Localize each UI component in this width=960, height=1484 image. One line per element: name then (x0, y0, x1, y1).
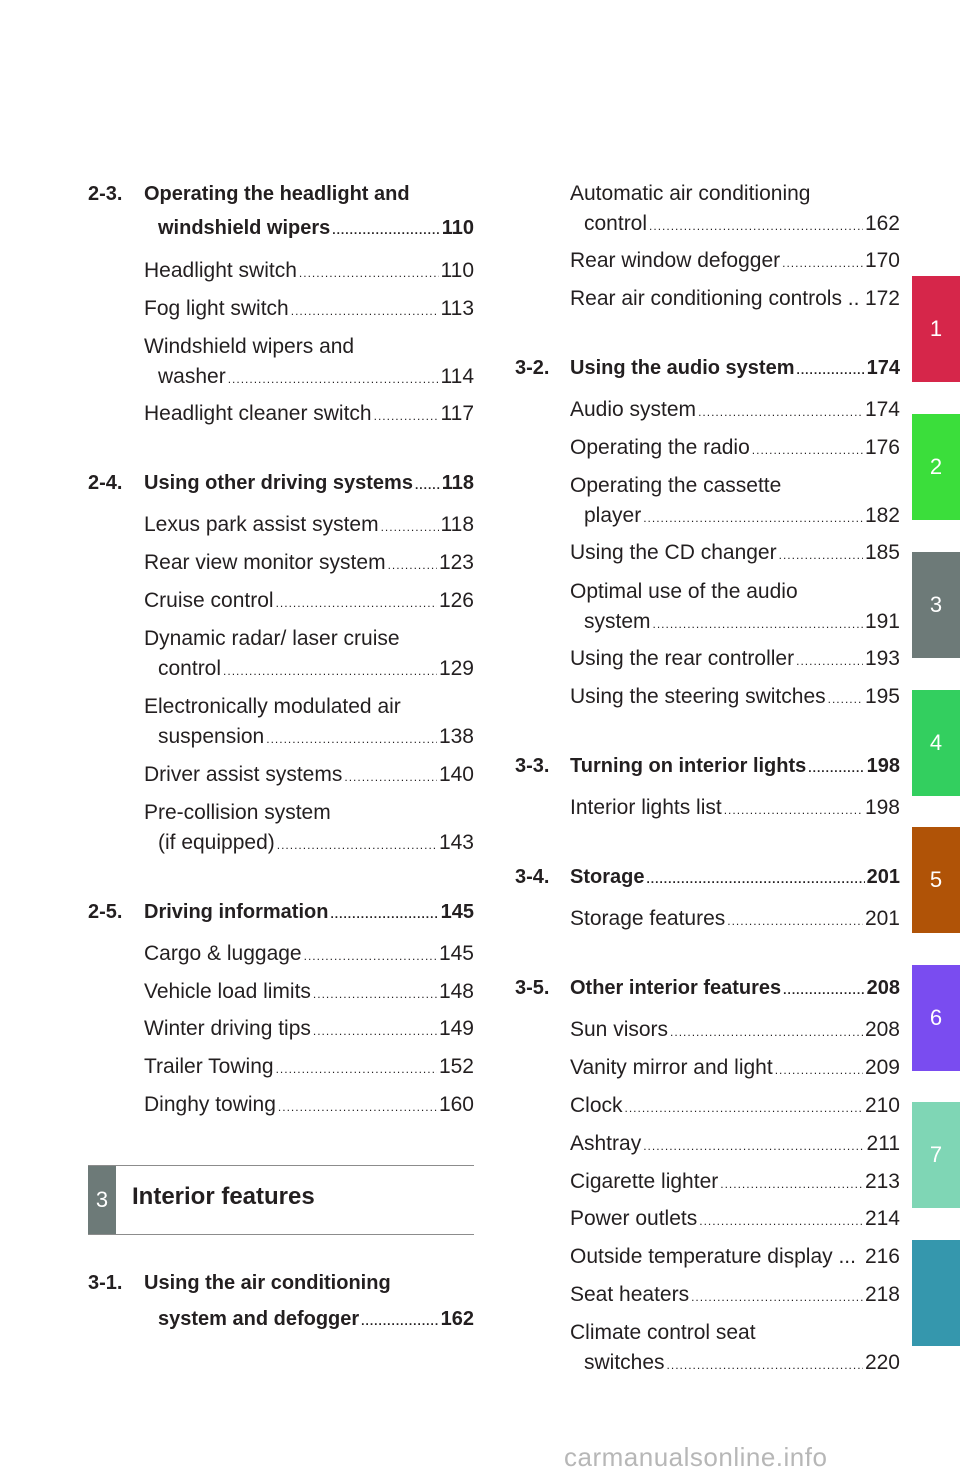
page-number: 174 (864, 398, 900, 421)
page-number: 143 (438, 831, 474, 854)
entry-label: player (584, 504, 642, 527)
tab-label: 1 (929, 316, 943, 341)
entry-label: Driver assist systems (144, 763, 343, 786)
section-number: 3-1. (88, 1272, 123, 1294)
leader-dots (304, 939, 437, 973)
page-number: 110 (440, 259, 474, 282)
page-number: 162 (440, 1308, 474, 1330)
leader-dots (278, 1090, 437, 1124)
leader-dots (670, 1015, 863, 1049)
entry-label: Cigarette lighter (570, 1170, 719, 1193)
entry-label: Sun visors (570, 1018, 669, 1041)
tab-label: 4 (929, 730, 943, 755)
page-number: 185 (864, 541, 900, 564)
leader-dots (796, 644, 863, 678)
section-title: Using the air conditioning (144, 1272, 391, 1294)
page-number: 176 (864, 436, 900, 459)
leader-dots (649, 209, 863, 243)
watermark: carmanualsonline.info (564, 1442, 828, 1472)
leader-dots (797, 353, 865, 387)
entry-label: Ashtray (570, 1132, 642, 1155)
chapter-number: 3 (88, 1166, 116, 1234)
section-number: 2-5. (88, 901, 123, 923)
entry-label: Interior lights list (570, 796, 722, 819)
page-number: 170 (864, 249, 900, 272)
entry-label: Clock (570, 1094, 623, 1117)
page-number: 172 (864, 287, 900, 310)
page-number: 195 (864, 685, 900, 708)
page-number: 114 (440, 365, 474, 388)
leader-dots (313, 977, 437, 1011)
entry-label: Rear view monitor system (144, 551, 386, 574)
entry-label: Operating the radio (570, 436, 750, 459)
leader-dots (361, 1304, 438, 1338)
chapter-tab-index[interactable] (912, 1240, 960, 1346)
entry-label: switches (584, 1351, 665, 1374)
entry-label: washer (158, 365, 226, 388)
entry-label: Climate control seat (570, 1321, 756, 1344)
chapter-tab-7[interactable] (912, 1102, 960, 1208)
leader-dots (724, 793, 863, 827)
leader-dots (752, 433, 863, 467)
page-number: 174 (866, 357, 900, 379)
page-number: 162 (864, 212, 900, 235)
leader-dots (313, 1014, 437, 1048)
entry-label: Windshield wipers and (144, 335, 355, 358)
entry-label: Using the rear controller (570, 647, 795, 670)
leader-dots (223, 654, 437, 688)
section-title: Using other driving systems (144, 472, 413, 494)
page-number: 160 (438, 1093, 474, 1116)
section-title: Turning on interior lights (570, 755, 807, 777)
entry-label: system (584, 610, 651, 633)
leader-dots (291, 294, 439, 328)
entry-label: control (158, 657, 222, 680)
tab-label: 3 (929, 592, 943, 617)
tab-label: 7 (929, 1142, 943, 1167)
section-number: 3-5. (515, 977, 550, 999)
page-number: 209 (864, 1056, 900, 1079)
page-number: 110 (441, 217, 474, 239)
entry-label: Dinghy towing (144, 1093, 276, 1116)
entry-label: Winter driving tips (144, 1017, 311, 1040)
leader-dots (381, 510, 439, 544)
entry-label: Headlight switch (144, 259, 297, 282)
page-number: 216 (864, 1245, 900, 1268)
entry-label: Seat heaters (570, 1283, 690, 1306)
leader-dots (276, 1052, 437, 1086)
entry-label: Cruise control (144, 589, 274, 612)
section-title: Storage (570, 866, 645, 888)
leader-dots (782, 246, 863, 280)
entry-label: Rear air conditioning controls .. (570, 287, 860, 310)
entry-label: Pre-collision system (144, 801, 331, 824)
page-number: 220 (864, 1351, 900, 1374)
leader-dots (299, 256, 439, 290)
entry-label: Cargo & luggage (144, 942, 302, 965)
leader-dots (332, 213, 439, 247)
entry-label: Automatic air conditioning (570, 182, 811, 205)
entry-label: Trailer Towing (144, 1055, 274, 1078)
page-number: 118 (440, 513, 474, 536)
section-title: Using the audio system (570, 357, 795, 379)
page-number: 140 (438, 763, 474, 786)
leader-dots (388, 548, 437, 582)
chapter-title: Interior features (132, 1183, 315, 1210)
page-number: 201 (864, 907, 900, 930)
entry-label: control (584, 212, 648, 235)
entry-label: Fog light switch (144, 297, 289, 320)
leader-dots (699, 1204, 863, 1238)
section-number: 2-4. (88, 472, 123, 494)
page-number: 123 (438, 551, 474, 574)
page-number: 148 (438, 980, 474, 1003)
leader-dots (646, 862, 864, 896)
section-title: Operating the headlight and (144, 183, 410, 205)
section-number: 3-4. (515, 866, 550, 888)
entry-label: Vanity mirror and light (570, 1056, 773, 1079)
tab-label: 2 (929, 454, 943, 479)
entry-label: Using the CD changer (570, 541, 777, 564)
section-title: system and defogger (158, 1308, 360, 1330)
leader-dots (720, 1167, 863, 1201)
page-number: 213 (864, 1170, 900, 1193)
page-number: 208 (866, 977, 900, 999)
page-number: 129 (438, 657, 474, 680)
leader-dots (330, 897, 438, 931)
chapter-heading[interactable] (88, 1165, 474, 1235)
leader-dots (415, 468, 440, 502)
section-title: windshield wipers (158, 217, 331, 239)
leader-dots (653, 607, 863, 641)
page-number: 118 (441, 472, 474, 494)
entry-label: (if equipped) (158, 831, 275, 854)
tab-label: 6 (929, 1005, 943, 1030)
chapter-tab-3[interactable] (912, 552, 960, 658)
chapter-tab-5[interactable] (912, 827, 960, 933)
page-number: 191 (864, 610, 900, 633)
page-number: 214 (864, 1207, 900, 1230)
leader-dots (625, 1091, 863, 1125)
leader-dots (266, 722, 437, 756)
page-number: 113 (440, 297, 474, 320)
entry-label: Outside temperature display ... (570, 1245, 856, 1268)
page-number: 193 (864, 647, 900, 670)
page-number: 152 (438, 1055, 474, 1078)
chapter-tab-2[interactable] (912, 414, 960, 520)
tab-label: 5 (929, 867, 943, 892)
page-number: 210 (864, 1094, 900, 1117)
leader-dots (276, 586, 437, 620)
entry-label: Storage features (570, 907, 726, 930)
page-number: 138 (438, 725, 474, 748)
page-number: 182 (864, 504, 900, 527)
leader-dots (779, 538, 863, 572)
chapter-tab-6[interactable] (912, 965, 960, 1071)
leader-dots (698, 395, 863, 429)
page-number: 126 (438, 589, 474, 612)
leader-dots (228, 362, 439, 396)
page-number: 198 (864, 796, 900, 819)
entry-label: Audio system (570, 398, 697, 421)
chapter-tab-1[interactable] (912, 276, 960, 382)
leader-dots (643, 501, 863, 535)
page-number: 198 (866, 755, 900, 777)
leader-dots (783, 973, 864, 1007)
section-number: 2-3. (88, 183, 123, 205)
leader-dots (691, 1280, 863, 1314)
section-number: 3-3. (515, 755, 550, 777)
entry-label: suspension (158, 725, 265, 748)
leader-dots (374, 399, 439, 433)
entry-label: Headlight cleaner switch (144, 402, 372, 425)
page-number: 145 (438, 942, 474, 965)
leader-dots (277, 828, 437, 862)
entry-label: Dynamic radar/ laser cruise (144, 627, 400, 650)
page-number: 211 (866, 1132, 900, 1155)
section-title: Other interior features (570, 977, 782, 999)
leader-dots (828, 682, 863, 716)
leader-dots (344, 760, 437, 794)
entry-label: Electronically modulated air (144, 695, 401, 718)
leader-dots (775, 1053, 863, 1087)
leader-dots (808, 751, 864, 785)
entry-label: Rear window defogger (570, 249, 781, 272)
leader-dots (643, 1129, 864, 1163)
page-number: 218 (864, 1283, 900, 1306)
leader-dots (667, 1348, 863, 1382)
entry-label: Vehicle load limits (144, 980, 311, 1003)
entry-label: Power outlets (570, 1207, 698, 1230)
page-number: 208 (864, 1018, 900, 1041)
section-number: 3-2. (515, 357, 550, 379)
page-number: 149 (438, 1017, 474, 1040)
page-number: 117 (440, 402, 474, 425)
leader-dots (727, 904, 863, 938)
entry-label: Using the steering switches (570, 685, 826, 708)
page-number: 201 (866, 866, 900, 888)
page-number: 145 (440, 901, 474, 923)
chapter-tab-4[interactable] (912, 690, 960, 796)
entry-label: Lexus park assist system (144, 513, 379, 536)
section-title: Driving information (144, 901, 329, 923)
entry-label: Operating the cassette (570, 474, 782, 497)
entry-label: Optimal use of the audio (570, 580, 798, 603)
